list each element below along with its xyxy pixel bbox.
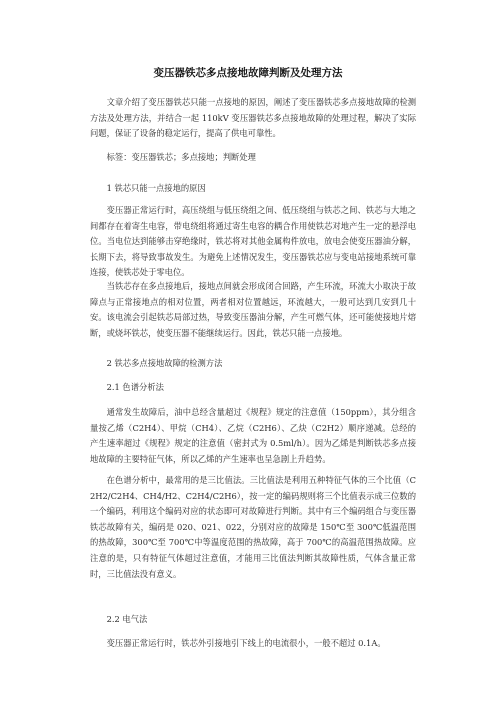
keywords-line: 标签：变压器铁芯；多点接地；判断处理 xyxy=(106,152,256,162)
subsection-2-2-paragraph-1: 变压器正常运行时，铁芯外引接地引下线上的电流很小，一般不超过 0.1A。 xyxy=(106,638,386,648)
subsection-heading-2-1: 2.1 色谱分析法 xyxy=(106,382,164,392)
document-title: 变压器铁芯多点接地故障判断及处理方法 xyxy=(153,67,343,79)
subsection-2-1-paragraph-2: 在色谱分析中，最常用的是三比值法。三比值法是利用五种特征气体的三个比值（C2H2/C2H4、CH4/H2、C2H4/C2H6），按一定的编码规则将三个比值表示成三位数的一个编码，利用这个编码对应的状态即可对故障进行判断。其中有三个编码组合与变压器铁芯故障有关，编码是 020、021、022，分别对应的故障是 150℃至 300℃低温范围的热故障，300℃至 700℃中等温度范围的热故障，高于 700℃的高温范围热故障。应注意的是，只有特征气体超过注意值，才能用三比值法判断其故障性质，气体含量正常时，三比值法没有意义。 xyxy=(90,475,416,579)
section-heading-2: 2 铁芯多点接地故障的检测方法 xyxy=(106,358,223,368)
section-1-paragraph-1: 变压器正常运行时，高压绕组与低压绕组之间、低压绕组与铁芯之间、铁芯与大地之间都存在着寄生电容，带电绕组将通过寄生电容的耦合作用使铁芯对地产生一定的悬浮电位。当电位达到能够击穿绝缘时，铁芯将对其他金属构件放电，放电会使变压器油分解，长期下去，将导致事故发生。为避免上述情况发生，变压器铁芯应与变电站接地系统可靠连接，使铁芯处于零电位。 xyxy=(90,205,416,278)
subsection-heading-2-2: 2.2 电气法 xyxy=(106,614,148,624)
section-1-paragraph-2: 当铁芯存在多点接地后，接地点间就会形成闭合回路，产生环流，环流大小取决于故障点与正常接地点的相对位置，两者相对位置越远，环流越大，一般可达到几安到几十安。该电流会引起铁芯局部过热，导致变压器油分解，产生可燃气体，还可能使接地片熔断，或烧坏铁芯，使变压器不能继续运行。因此，铁芯只能一点接地。 xyxy=(90,281,416,338)
subsection-2-1-paragraph-1: 通常发生故障后，油中总经含量超过《规程》规定的注意值（150ppm），其分组含量按乙烯（C2H4）、甲烷（CH4）、乙烷（C2H6）、乙炔（C2H2）顺序递减。总经的产生速率超过《规程》规定的注意值（密封式为 0.5ml/h）。因为乙烯是判断铁芯多点接地故障的主要特征气体，所以乙烯的产生速率也呈急剧上升趋势。 xyxy=(90,407,416,464)
section-heading-1: 1 铁芯只能一点接地的原因 xyxy=(106,183,206,193)
abstract-paragraph: 文章介绍了变压器铁芯只能一点接地的原因，阐述了变压器铁芯多点接地故障的检测方法及处理方法，并结合一起 110kV 变压器铁芯多点接地故障的处理过程，解决了实际问题，保证了设备的稳定运行，提高了供电可靠性。 xyxy=(90,97,416,139)
